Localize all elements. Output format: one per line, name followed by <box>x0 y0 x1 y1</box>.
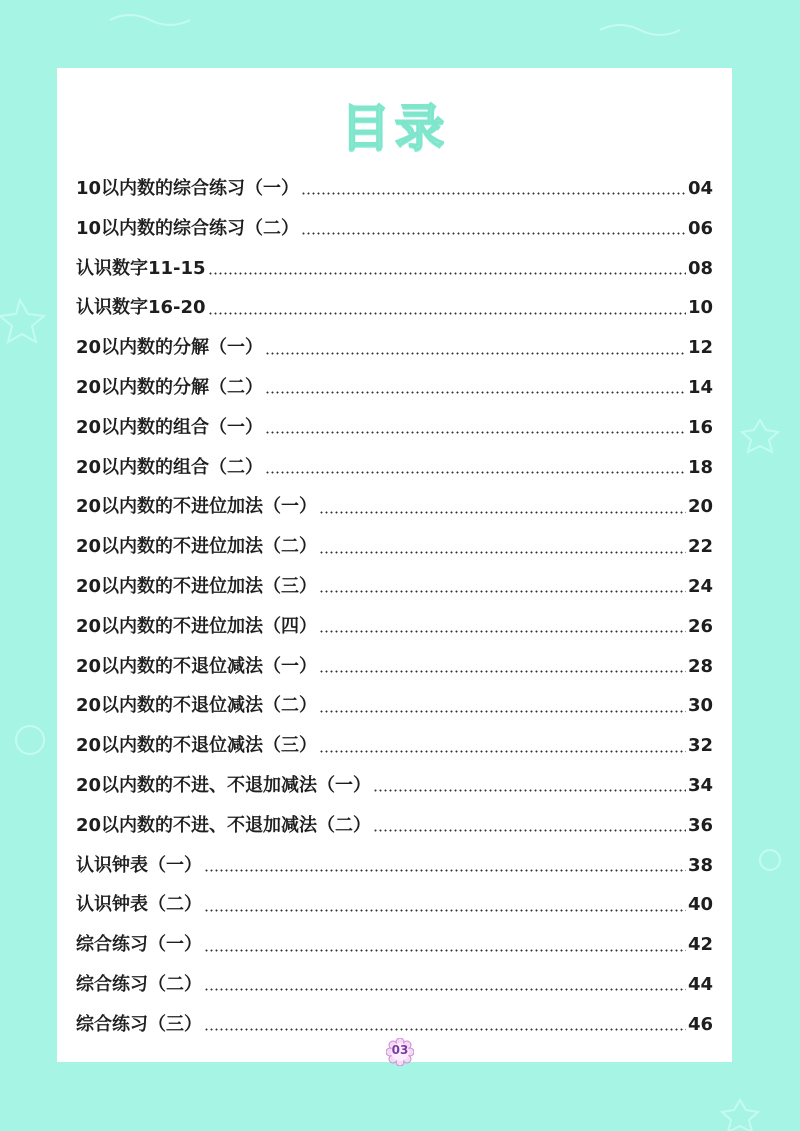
toc-leader-dots <box>208 312 686 315</box>
toc-leader-dots <box>204 869 686 872</box>
toc-entry[interactable] <box>76 567 713 607</box>
toc-leader-dots <box>319 670 686 673</box>
toc-entry-title: 20以内数的不进位加法（一） <box>76 496 318 518</box>
toc-entry-title: 20以内数的不进、不退加减法（一） <box>76 774 372 796</box>
toc-entry-title: 综合练习（一） <box>76 934 202 956</box>
toc-entry-page: 40 <box>687 894 713 916</box>
toc-leader-dots <box>319 551 686 554</box>
toc-leader-dots <box>265 352 686 355</box>
toc-entry[interactable] <box>76 249 713 289</box>
toc-entry-title: 20以内数的不进位加法（四） <box>76 615 318 637</box>
toc-entry-page: 26 <box>687 615 713 637</box>
toc-entry[interactable] <box>76 209 713 249</box>
toc-entry[interactable] <box>76 368 713 408</box>
toc-leader-dots <box>265 471 686 474</box>
toc-entry[interactable] <box>76 885 713 925</box>
toc-entry[interactable] <box>76 766 713 806</box>
toc-leader-dots <box>204 949 686 952</box>
toc-entry-page: 10 <box>687 297 713 319</box>
toc-sheet <box>57 68 732 1062</box>
toc-entry[interactable] <box>76 527 713 567</box>
page-title: 目录 <box>340 99 449 157</box>
toc-entry-page: 12 <box>687 337 713 359</box>
toc-leader-dots <box>319 630 686 633</box>
toc-entry-title: 20以内数的不退位减法（三） <box>76 735 318 757</box>
toc-entry-page: 04 <box>687 178 713 199</box>
toc-entry-title: 认识数字11-15 <box>76 257 206 279</box>
page-number: 03 <box>391 1043 409 1057</box>
toc-leader-dots <box>204 1028 686 1031</box>
toc-entry-page: 28 <box>687 655 713 677</box>
toc-entry-title: 20以内数的不进位加法（二） <box>76 536 318 558</box>
toc-entry-title: 认识数字16-20 <box>76 297 206 319</box>
toc-entry-title: 20以内数的组合（一） <box>76 416 264 438</box>
toc-leader-dots <box>204 988 686 991</box>
toc-entry[interactable] <box>76 965 713 1005</box>
toc-leader-dots <box>319 710 686 713</box>
toc-entry-title: 20以内数的不进、不退加减法（二） <box>76 814 372 836</box>
toc-entry-title: 20以内数的不退位减法（二） <box>76 695 318 717</box>
toc-leader-dots <box>265 431 686 434</box>
toc-entry-page: 22 <box>687 536 713 558</box>
toc-entry-page: 08 <box>687 257 713 279</box>
toc-leader-dots <box>265 391 686 394</box>
toc-entry-page: 44 <box>687 973 713 995</box>
toc-entry-page: 36 <box>687 814 713 836</box>
toc-entry-page: 34 <box>687 774 713 796</box>
toc-entry[interactable] <box>76 328 713 368</box>
toc-leader-dots <box>319 750 686 753</box>
toc-entry-title: 10以内数的综合练习（二） <box>76 217 300 239</box>
toc-leader-dots <box>208 272 686 275</box>
toc-entry[interactable] <box>76 288 713 328</box>
page-number-badge <box>386 1038 414 1066</box>
toc-entry-page: 42 <box>687 934 713 956</box>
toc-leader-dots <box>301 232 686 235</box>
toc-leader-dots <box>319 590 686 593</box>
toc-entry[interactable] <box>76 846 713 886</box>
toc-entry[interactable] <box>76 169 713 209</box>
toc-entry-page: 38 <box>687 854 713 876</box>
toc-entry-page: 46 <box>687 1013 713 1035</box>
toc-entry[interactable] <box>76 448 713 488</box>
toc-leader-dots <box>301 192 686 195</box>
toc-entry-title: 20以内数的不进位加法（三） <box>76 575 318 597</box>
toc-entry-title: 20以内数的分解（二） <box>76 376 264 398</box>
toc-entry-title: 20以内数的组合（二） <box>76 456 264 478</box>
toc-leader-dots <box>373 829 686 832</box>
toc-entry[interactable] <box>76 607 713 647</box>
toc-entry[interactable] <box>76 806 713 846</box>
toc-entry[interactable] <box>76 647 713 687</box>
toc-entry-title: 综合练习（三） <box>76 1013 202 1035</box>
toc-entry-title: 10以内数的综合练习（一） <box>76 178 300 199</box>
toc-entry[interactable] <box>76 487 713 527</box>
toc-entry[interactable] <box>76 408 713 448</box>
toc-entry[interactable] <box>76 925 713 965</box>
toc-entry-title: 20以内数的分解（一） <box>76 337 264 359</box>
toc-entry-title: 认识钟表（二） <box>76 894 202 916</box>
toc-entry-page: 16 <box>687 416 713 438</box>
toc-entry-title: 20以内数的不退位减法（一） <box>76 655 318 677</box>
toc-leader-dots <box>373 789 686 792</box>
toc-entry[interactable] <box>76 686 713 726</box>
toc-list <box>76 169 713 1045</box>
toc-leader-dots <box>204 909 686 912</box>
toc-entry-page: 30 <box>687 695 713 717</box>
toc-entry-page: 32 <box>687 735 713 757</box>
toc-entry-page: 18 <box>687 456 713 478</box>
toc-entry-title: 综合练习（二） <box>76 973 202 995</box>
toc-entry-page: 06 <box>687 217 713 239</box>
toc-entry-title: 认识钟表（一） <box>76 854 202 876</box>
toc-entry-page: 14 <box>687 376 713 398</box>
toc-leader-dots <box>319 511 686 514</box>
toc-entry[interactable] <box>76 726 713 766</box>
toc-entry-page: 20 <box>687 496 713 518</box>
toc-entry-page: 24 <box>687 575 713 597</box>
